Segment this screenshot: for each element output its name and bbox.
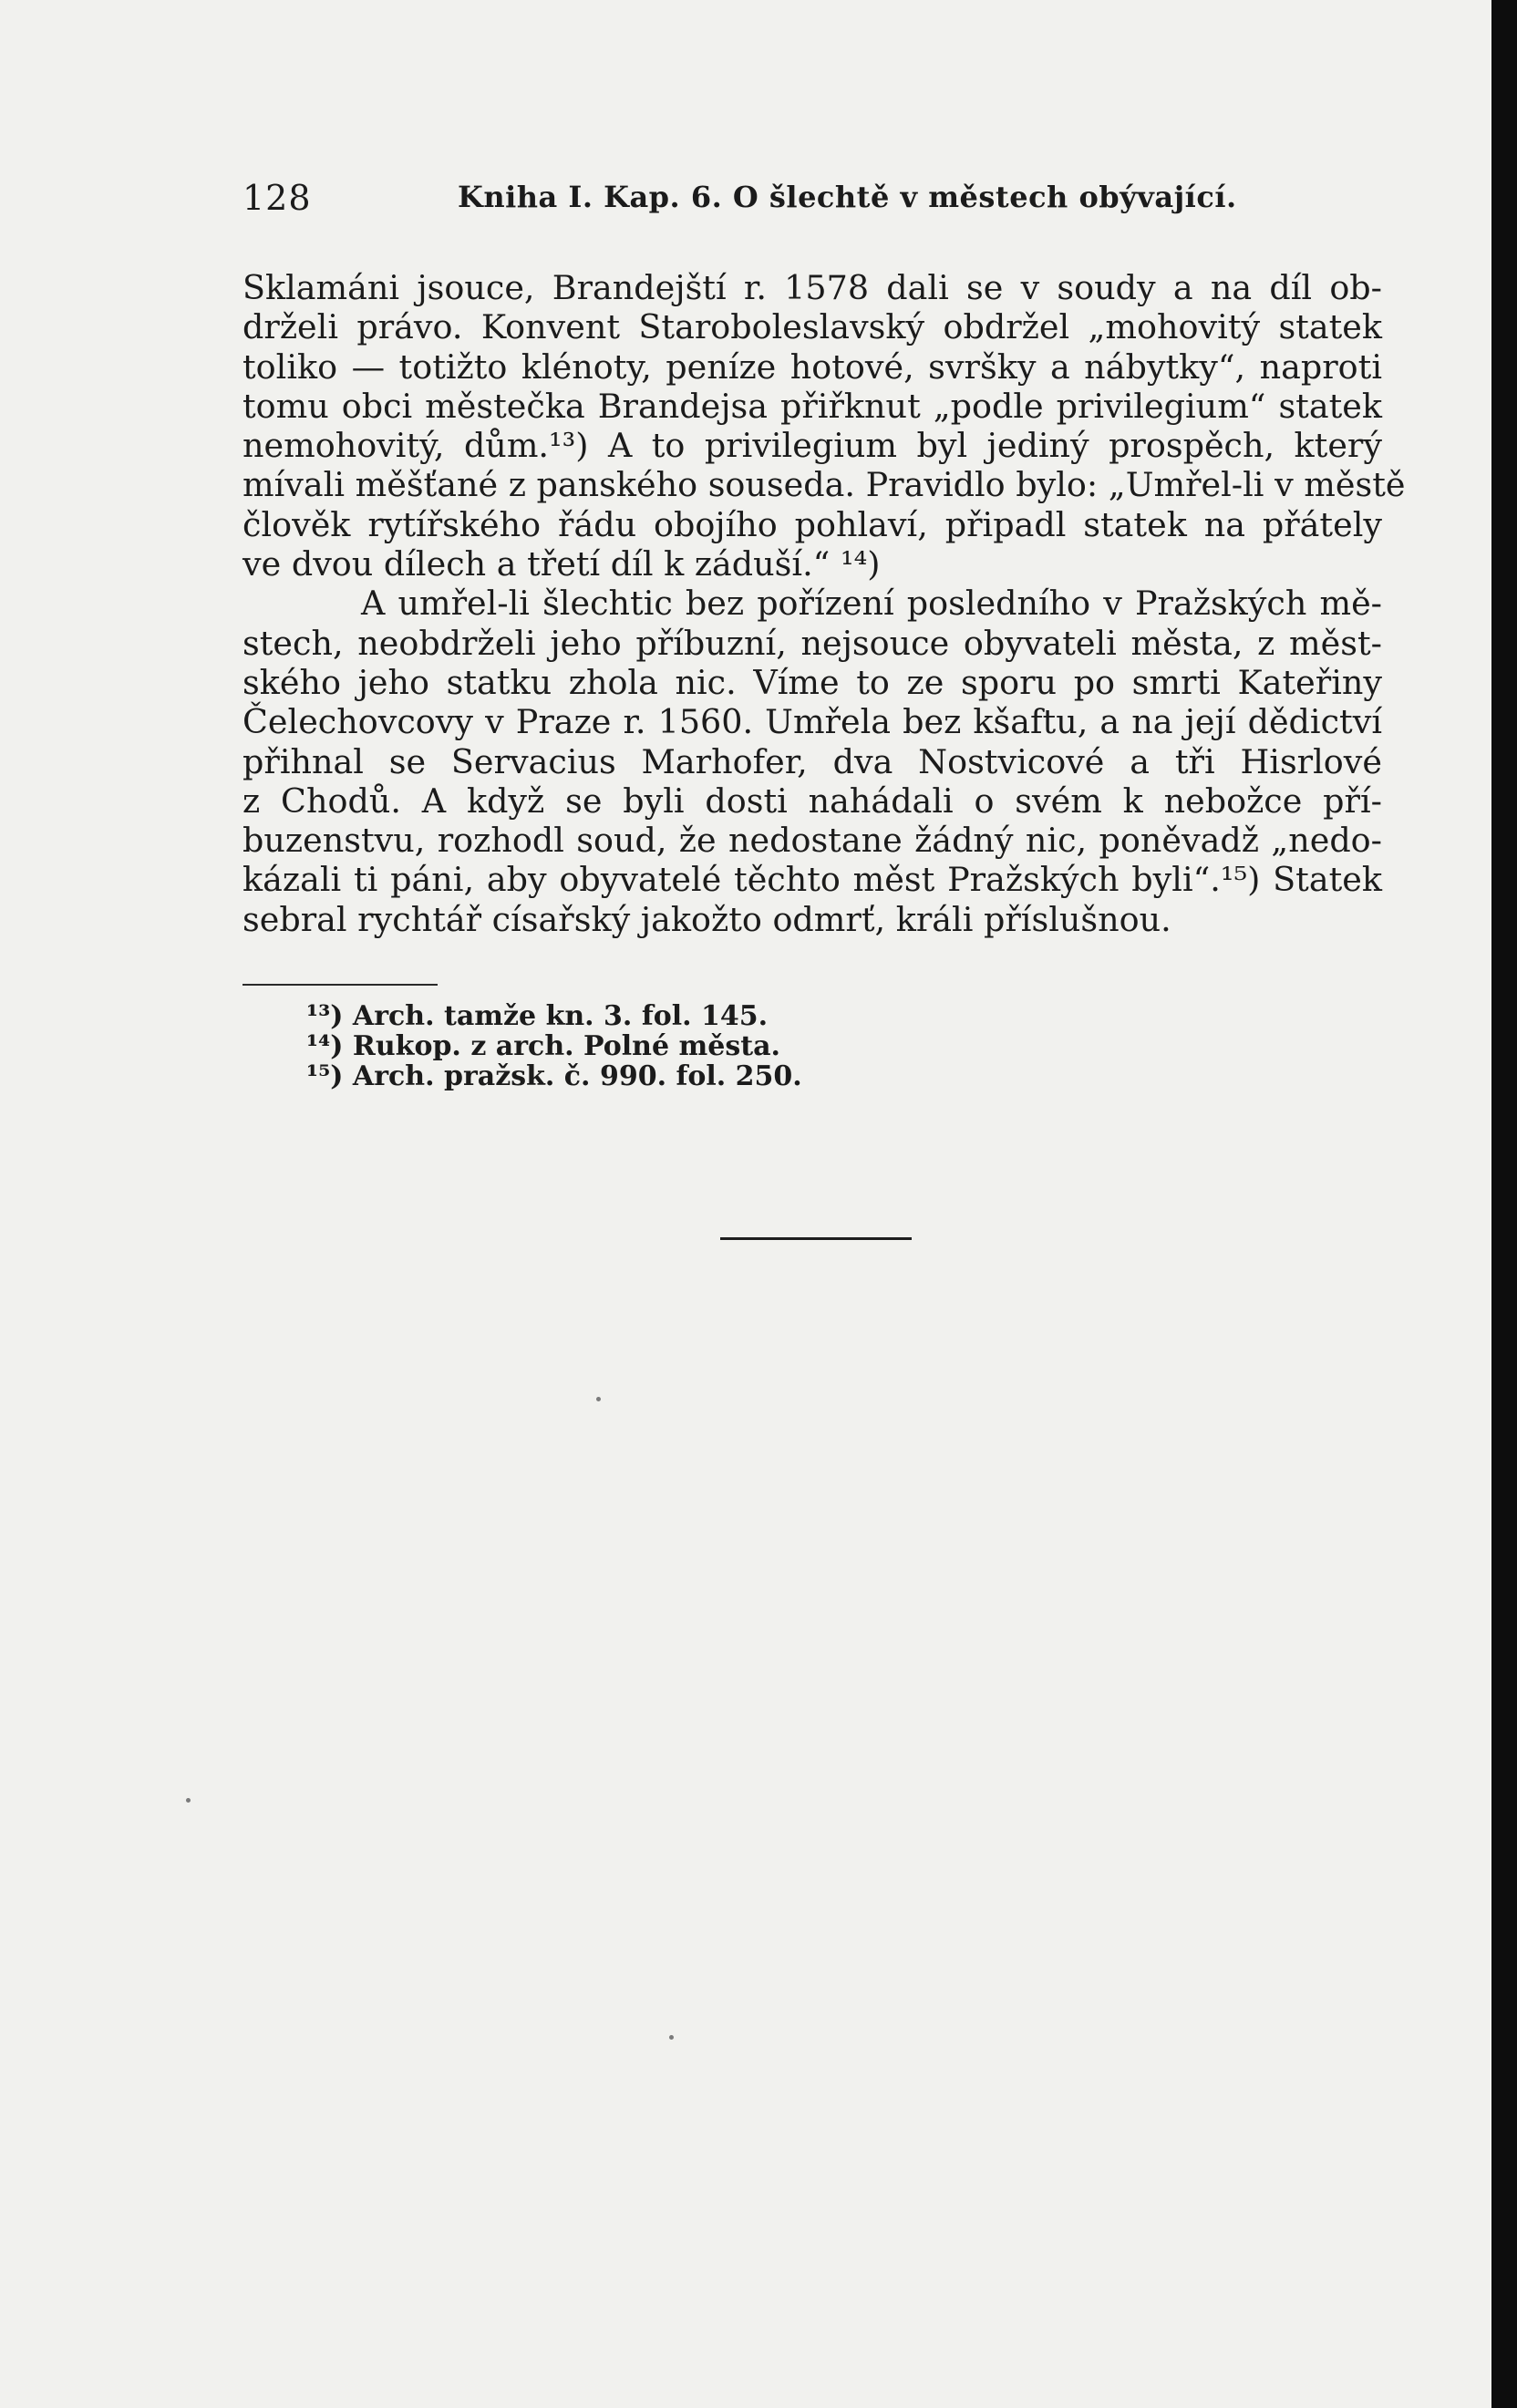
text-line: tomu obci městečka Brandejsa přiřknut „podle privilegium“ statek <box>243 386 1382 426</box>
text-line: ského jeho statku zhola nic. Víme to ze sporu po smrti Kateřiny <box>243 662 1382 702</box>
page-number: 128 <box>243 178 312 218</box>
text-line: Čelechovcovy v Praze r. 1560. Umřela bez kšaftu, a na její dědictví <box>243 702 1382 742</box>
footnotes <box>306 1001 944 1091</box>
footnote-separator <box>243 984 438 986</box>
text-line: z Chodů. A když se byli dosti nahádali o svém k nebožce pří- <box>243 780 1382 821</box>
paper-speck <box>669 2035 674 2040</box>
text-line: kázali ti páni, aby obyvatelé těchto měst Pražských byli“.¹⁵) Statek <box>243 860 1382 900</box>
text-line: buzenstvu, rozhodl soud, že nedostane žádný nic, poněvadž „nedo- <box>243 821 1382 861</box>
body-text <box>243 268 1406 939</box>
paper-speck <box>596 1397 601 1401</box>
text-line: sebral rychtář císařský jakožto odmrť, králi příslušnou. <box>243 899 1171 939</box>
text-line: toliko — totižto klénoty, peníze hotové, svršky a nábytky“, naproti <box>243 346 1382 387</box>
footnote-15: ¹⁵) Arch. pražsk. č. 990. fol. 250. <box>306 1060 802 1092</box>
text-line: drželi právo. Konvent Staroboleslavský obdržel „mohovitý statek <box>243 307 1382 347</box>
text-line: mívali měšťané z panského souseda. Pravidlo bylo: „Umřel-li v městě <box>243 465 1406 505</box>
text-line: nemohovitý, dům.¹³) A to privilegium byl jediný prospěch, který <box>243 426 1382 466</box>
text-line: ve dvou dílech a třetí díl k záduší.“ ¹⁴) <box>243 544 881 584</box>
running-head: Kniha I. Kap. 6. O šlechtě v městech obývající. <box>458 180 1237 214</box>
page-header <box>243 178 1364 233</box>
paper-speck <box>186 1798 191 1803</box>
text-line: stech, neobdrželi jeho příbuzní, nejsouce obyvateli města, z měst- <box>243 623 1382 663</box>
footnote-14: ¹⁴) Rukop. z arch. Polné města. <box>306 1030 780 1062</box>
text-line: přihnal se Servacius Marhofer, dva Nostvicové a tři Hisrlové <box>243 741 1382 781</box>
text-line: člověk rytířského řádu obojího pohlaví, připadl statek na přátely <box>243 504 1382 544</box>
footnote-13: ¹³) Arch. tamže kn. 3. fol. 145. <box>306 1000 769 1032</box>
end-rule <box>720 1237 912 1240</box>
paragraph-start-line: A umřel-li šlechtic bez pořízení posledního v Pražských mě- <box>361 584 1382 624</box>
text-line: Sklamáni jsouce, Brandejští r. 1578 dali se v soudy a na díl ob- <box>243 268 1382 307</box>
